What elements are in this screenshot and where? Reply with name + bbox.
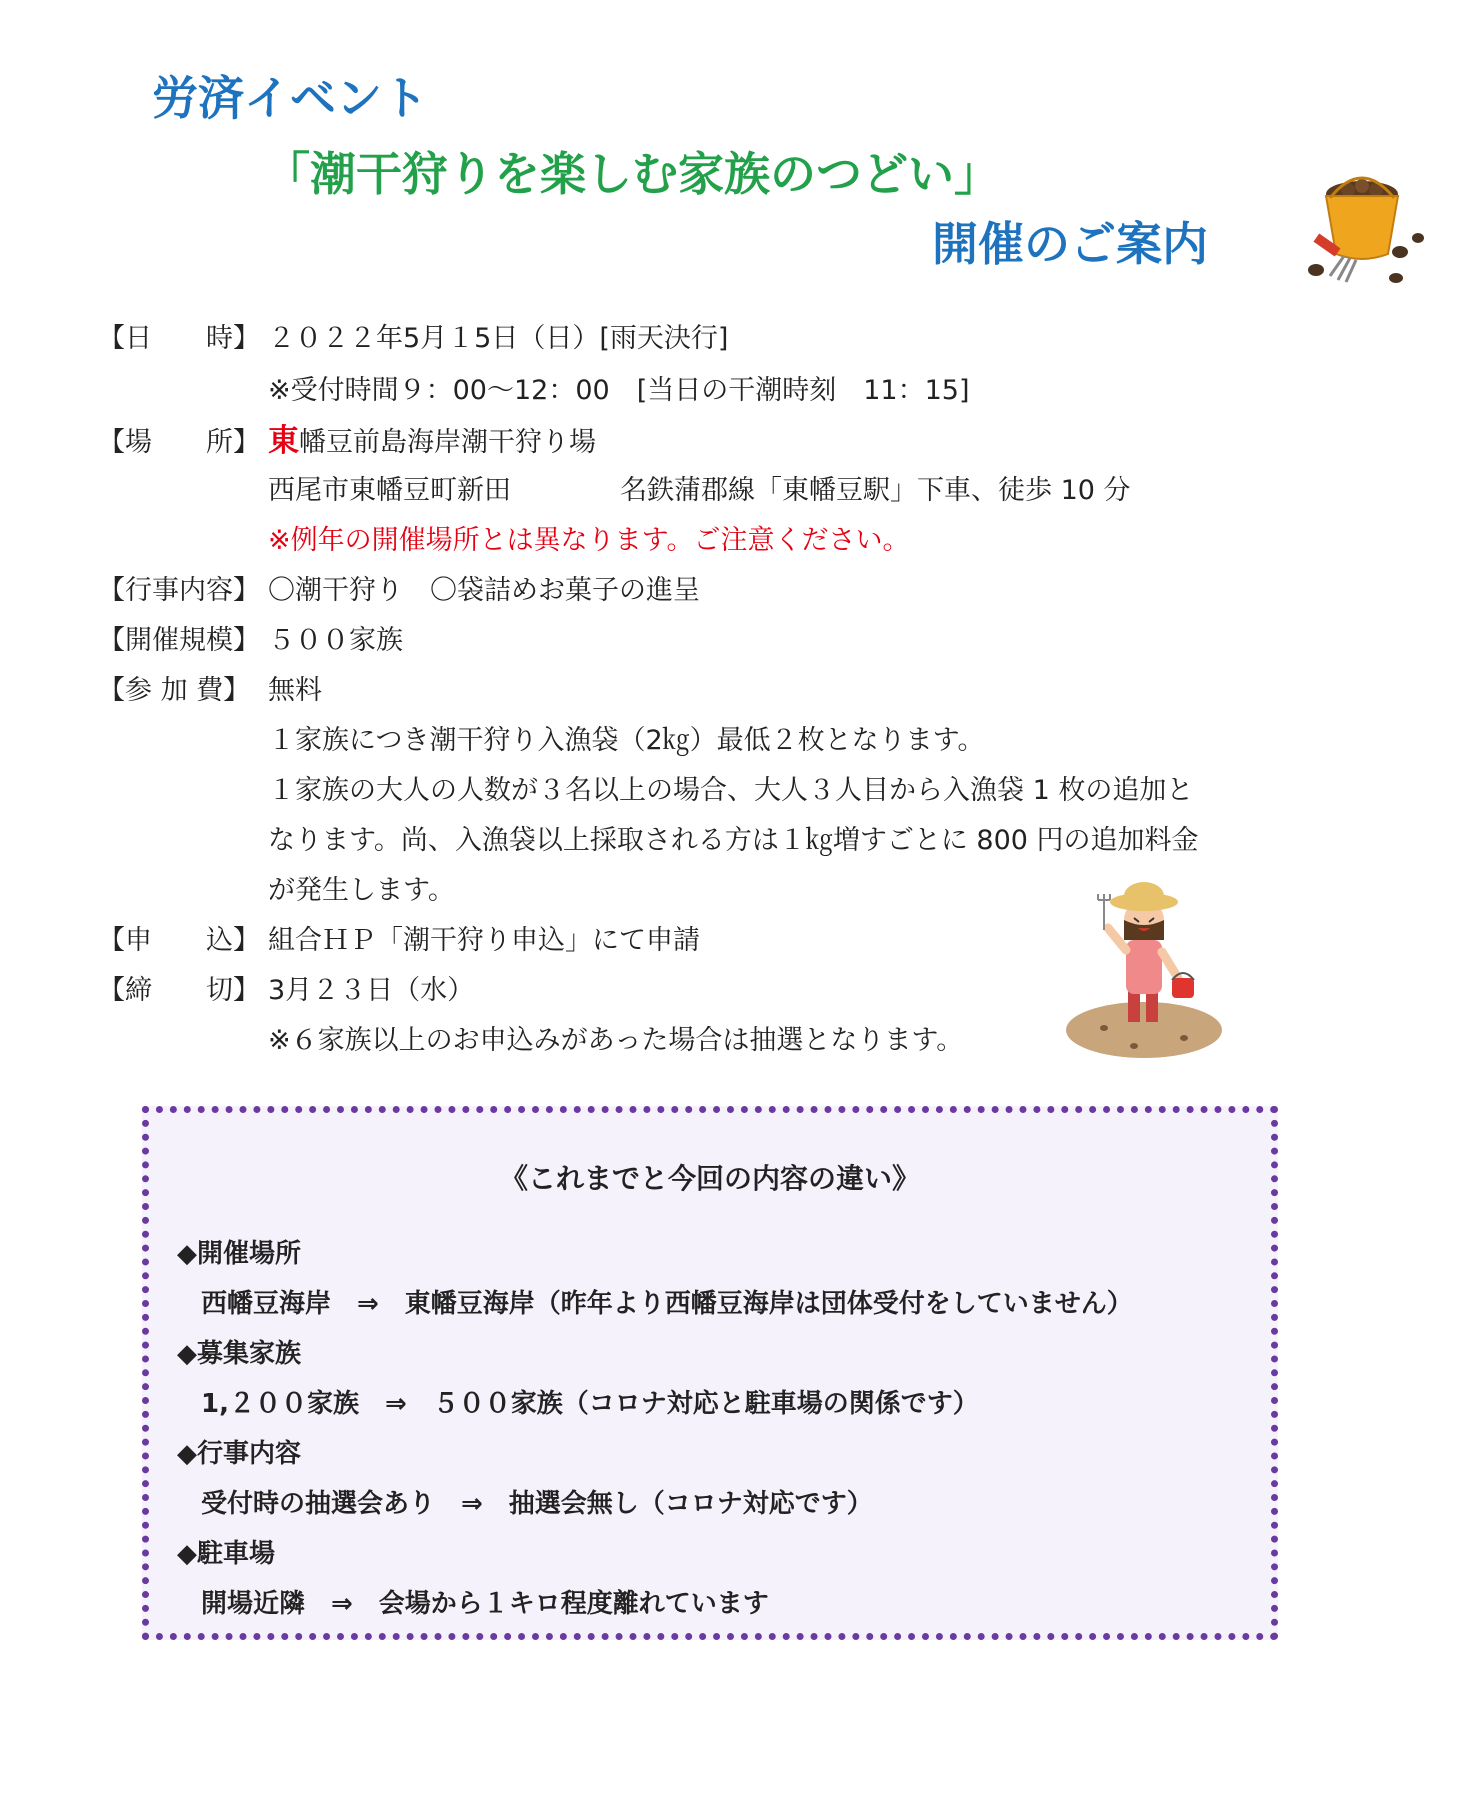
change-heading-families: ◆募集家族 <box>177 1339 301 1369</box>
title-line-2: 「潮干狩りを楽しむ家族のつどい」 <box>264 147 1000 201</box>
place-label: 【場 所】 <box>98 427 260 458</box>
place-access: 名鉄蒲郡線「東幡豆駅」下車、徒歩 10 分 <box>620 475 1131 506</box>
apply-value: 組合ＨＰ「潮干狩り申込」にて申請 <box>268 925 700 956</box>
fee-line-2: １家族の大人の人数が３名以上の場合、大人３人目から入漁袋 1 枚の追加と <box>268 775 1194 806</box>
datetime-label: 【日 時】 <box>98 323 260 354</box>
place-value: 幡豆前島海岸潮干狩り場 <box>299 427 596 458</box>
fee-value: 無料 <box>268 675 322 706</box>
girl-clamming-illustration <box>1064 870 1224 1060</box>
fee-line-1: １家族につき潮干狩り入漁袋（2㎏）最低２枚となります。 <box>268 725 985 756</box>
place-warning: ※例年の開催場所とは異なります。ご注意ください。 <box>268 525 910 556</box>
deadline-value: 3月２３日（水） <box>268 975 475 1006</box>
place-row <box>98 424 596 460</box>
scale-label: 【開催規模】 <box>98 625 260 656</box>
content-row <box>98 574 700 608</box>
fee-line-3: なります。尚、入漁袋以上採取される方は１㎏増すごとに 800 円の追加料金 <box>268 825 1199 856</box>
scale-row <box>98 624 403 658</box>
place-value-first: 東 <box>268 423 299 459</box>
changes-box <box>142 1106 1278 1640</box>
change-heading-content: ◆行事内容 <box>177 1439 301 1469</box>
change-text-content: 受付時の抽選会あり ⇒ 抽選会無し（コロナ対応です） <box>201 1489 873 1519</box>
change-text-parking: 開場近隣 ⇒ 会場から１キロ程度離れています <box>201 1589 769 1619</box>
bucket-illustration <box>1300 168 1430 298</box>
scale-value: ５００家族 <box>268 625 403 656</box>
datetime-row <box>98 322 728 356</box>
fee-line-4: が発生します。 <box>268 875 455 906</box>
deadline-label: 【締 切】 <box>98 975 260 1006</box>
content-value: 〇潮干狩り 〇袋詰めお菓子の進呈 <box>268 575 700 606</box>
change-text-venue: 西幡豆海岸 ⇒ 東幡豆海岸（昨年より西幡豆海岸は団体受付をしていません） <box>201 1289 1133 1319</box>
title-line-3: 開催のご案内 <box>932 217 1208 271</box>
datetime-value: ２０２２年5月１5日（日）[雨天決行] <box>268 323 729 354</box>
place-address: 西尾市東幡豆町新田 <box>268 475 511 506</box>
content-label: 【行事内容】 <box>98 575 260 606</box>
deadline-row <box>98 974 474 1008</box>
apply-label: 【申 込】 <box>98 925 260 956</box>
fee-label: 【参 加 費】 <box>98 675 251 706</box>
deadline-note: ※６家族以上のお申込みがあった場合は抽選となります。 <box>268 1025 964 1056</box>
change-heading-venue: ◆開催場所 <box>177 1239 301 1269</box>
fee-row <box>98 674 322 708</box>
change-heading-parking: ◆駐車場 <box>177 1539 275 1569</box>
title-line-1: 労済イベント <box>152 71 428 125</box>
change-text-families: 1,２００家族 ⇒ ５００家族（コロナ対応と駐車場の関係です） <box>201 1389 979 1419</box>
changes-title: 《これまでと今回の内容の違い》 <box>499 1162 920 1195</box>
apply-row <box>98 924 700 958</box>
datetime-note: ※受付時間９：00～12：00 [当日の干潮時刻 11：15] <box>268 375 970 406</box>
